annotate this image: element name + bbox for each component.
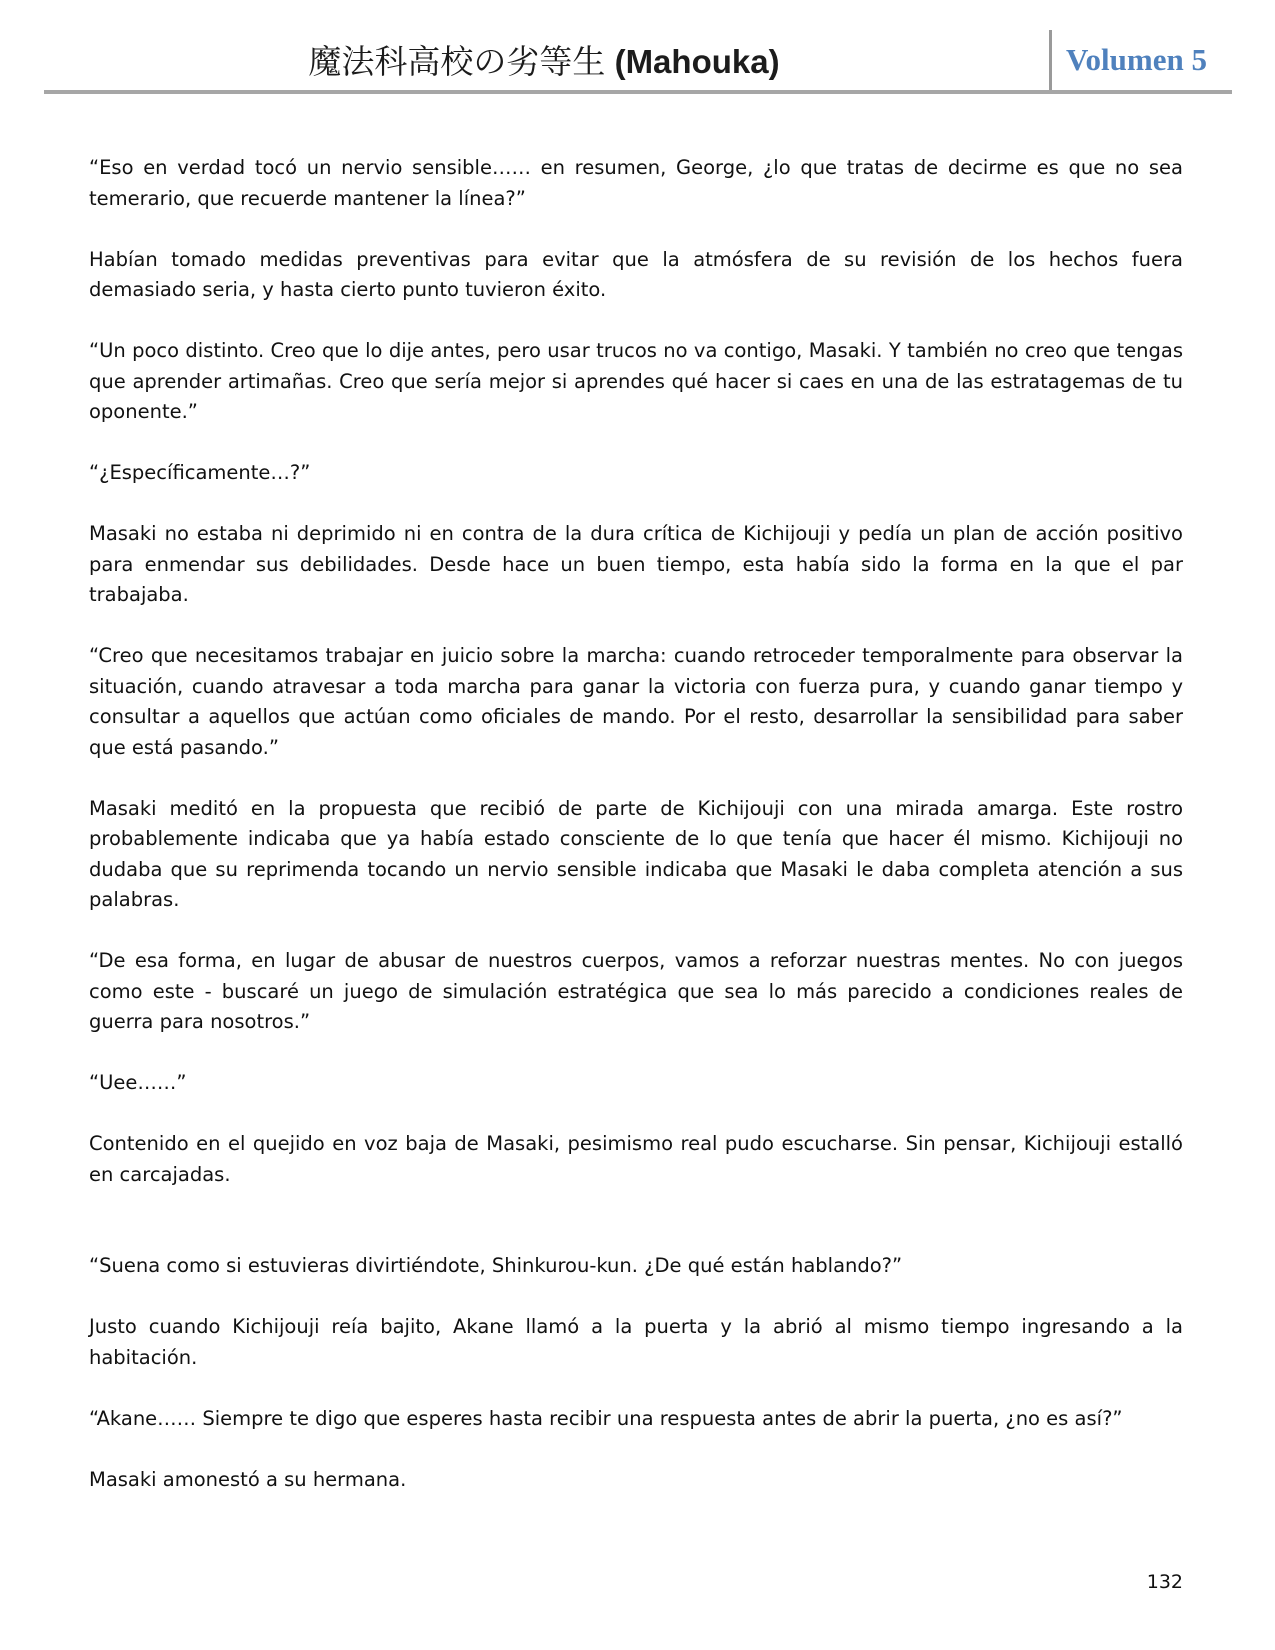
paragraph: “Un poco distinto. Creo que lo dije antes, pero usar trucos no va contigo, Masaki. Y también no creo que tengas que aprender artimañas. Creo que sería mejor si aprendes qué hacer si caes en una de las estratagemas de tu oponente.” xyxy=(89,339,1183,423)
paragraph: “Eso en verdad tocó un nervio sensible…… en resumen, George, ¿lo que tratas de decirme es que no sea temerario, que recuerde mantener la línea?” xyxy=(89,156,1183,210)
paragraph: Masaki no estaba ni deprimido ni en contra de la dura crítica de Kichijouji y pedía un plan de acción positivo para enmendar sus debilidades. Desde hace un buen tiempo, esta había sido la forma en la que el par trabajaba. xyxy=(89,522,1183,606)
paragraph: “¿Específicamente…?” xyxy=(89,461,311,484)
paragraph: “De esa forma, en lugar de abusar de nuestros cuerpos, vamos a reforzar nuestras mentes. No con juegos como este - buscaré un juego de simulación estratégica que sea lo más parecido a condiciones reales de guerra para nosotros.” xyxy=(89,949,1183,1033)
book-title-japanese: 魔法科高校の劣等生 xyxy=(308,43,606,80)
header-rule xyxy=(44,90,1232,94)
paragraph: “Uee……” xyxy=(89,1071,187,1094)
paragraph: Contenido en el quejido en voz baja de Masaki, pesimismo real pudo escucharse. Sin pensar, Kichijouji estalló en carcajadas. xyxy=(89,1132,1183,1186)
paragraph: “Akane…… Siempre te digo que esperes hasta recibir una respuesta antes de abrir la puerta, ¿no es así?” xyxy=(89,1406,1123,1430)
paragraph: “Creo que necesitamos trabajar en juicio sobre la marcha: cuando retroceder temporalmente para observar la situación, cuando atravesar a toda marcha para ganar la victoria con fuerza pura, y cuando ganar tiempo y consultar a aquellos que actúan como oficiales de mando. Por el resto, desarrollar la sensibilidad para saber que está pasando.” xyxy=(89,644,1183,759)
book-title xyxy=(44,40,1044,84)
volume-label: Volumen 5 xyxy=(1066,42,1207,77)
paragraph: “Suena como si estuvieras divirtiéndote, Shinkurou-kun. ¿De qué están hablando?” xyxy=(89,1254,903,1277)
paragraph: Justo cuando Kichijouji reía bajito, Akane llamó a la puerta y la abrió al mismo tiempo ingresando a la habitación. xyxy=(89,1315,1183,1369)
book-title-romanized: (Mahouka) xyxy=(614,43,780,80)
header-vertical-divider xyxy=(1049,30,1052,92)
paragraph: Masaki meditó en la propuesta que recibió de parte de Kichijouji con una mirada amarga. Este rostro probablemente indicaba que ya había estado consciente de lo que tenía que hacer él mismo. Kichijouji no dudaba que su reprimenda tocando un nervio sensible indicaba que Masaki le daba completa atención a sus palabras. xyxy=(89,796,1183,911)
page-number: 132 xyxy=(1146,1571,1183,1593)
paragraph: Masaki amonestó a su hermana. xyxy=(89,1467,407,1491)
paragraph: Habían tomado medidas preventivas para evitar que la atmósfera de su revisión de los hechos fuera demasiado seria, y hasta cierto punto tuvieron éxito. xyxy=(89,247,1183,301)
page-header xyxy=(44,28,1232,94)
page-body xyxy=(89,153,1183,1526)
